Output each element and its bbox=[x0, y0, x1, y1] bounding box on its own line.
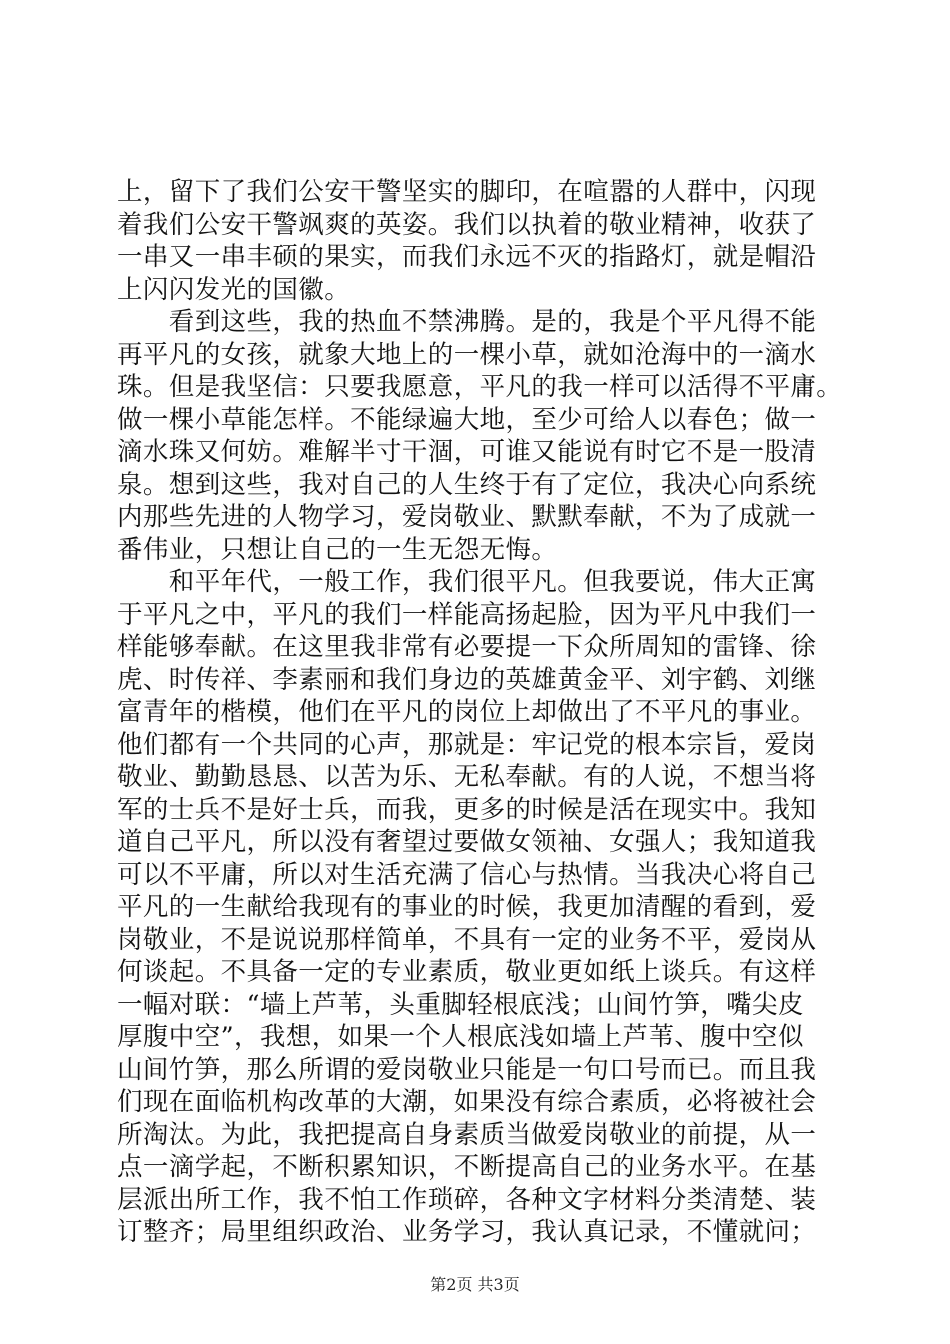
body-text bbox=[117, 176, 843, 1249]
text-line: 看到这些，我的热血不禁沸腾。是的，我是个平凡得不能 bbox=[117, 307, 817, 337]
text-line: 泉。想到这些，我对自己的人生终于有了定位，我决心向系统 bbox=[117, 469, 817, 500]
page-footer: 第2页 共3页 bbox=[430, 1275, 520, 1294]
text-line: 敬业、勤勤恳恳、以苦为乐、无私奉献。有的人说，不想当将 bbox=[117, 762, 817, 792]
text-line: 何谈起。不具备一定的专业素质，敬业更如纸上谈兵。有这样 bbox=[117, 957, 817, 987]
text-line: 样能够奉献。在这里我非常有必要提一下众所周知的雷锋、徐 bbox=[117, 632, 817, 662]
text-line: 可以不平庸，所以对生活充满了信心与热情。当我决心将自己 bbox=[117, 859, 817, 890]
text-line: 厚腹中空”，我想，如果一个人根底浅如墙上芦苇、腹中空似 bbox=[117, 1022, 804, 1052]
text-line: 滴水珠又何妨。难解半寸干涸，可谁又能说有时它不是一股清 bbox=[117, 437, 817, 467]
text-line: 上闪闪发光的国徽。 bbox=[117, 274, 351, 305]
text-line: 军的士兵不是好士兵，而我，更多的时候是活在现实中。我知 bbox=[117, 794, 817, 825]
text-line: 虎、时传祥、李素丽和我们身边的英雄黄金平、刘宇鹤、刘继 bbox=[117, 664, 817, 695]
text-line: 于平凡之中，平凡的我们一样能高扬起脸，因为平凡中我们一 bbox=[117, 599, 817, 630]
text-line: 所淘汰。为此，我把提高自身素质当做爱岗敬业的前提，从一 bbox=[117, 1119, 817, 1150]
text-line: 着我们公安干警飒爽的英姿。我们以执着的敬业精神，收获了 bbox=[117, 209, 817, 240]
text-line: 珠。但是我坚信：只要我愿意，平凡的我一样可以活得不平庸。 bbox=[117, 372, 843, 402]
text-line: 一串又一串丰硕的果实，而我们永远不灭的指路灯，就是帽沿 bbox=[117, 242, 817, 272]
text-line: 岗敬业，不是说说那样简单，不具有一定的业务不平，爱岗从 bbox=[117, 924, 817, 955]
text-line: 层派出所工作，我不怕工作琐碎，各种文字材料分类清楚、装 bbox=[117, 1184, 817, 1215]
text-line: 富青年的楷模，他们在平凡的岗位上却做出了不平凡的事业。 bbox=[117, 697, 817, 727]
text-line: 道自己平凡，所以没有奢望过要做女领袖、女强人；我知道我 bbox=[117, 827, 817, 857]
text-line: 内那些先进的人物学习，爱岗敬业、默默奉献，不为了成就一 bbox=[117, 502, 817, 532]
text-line: 点一滴学起，不断积累知识，不断提高自己的业务水平。在基 bbox=[117, 1152, 817, 1182]
text-line: 他们都有一个共同的心声，那就是：牢记党的根本宗旨，爱岗 bbox=[117, 729, 817, 760]
text-line: 再平凡的女孩，就象大地上的一棵小草，就如沧海中的一滴水 bbox=[117, 339, 817, 370]
text-line: 番伟业，只想让自己的一生无怨无悔。 bbox=[117, 534, 558, 565]
text-line: 和平年代，一般工作，我们很平凡。但我要说，伟大正寓 bbox=[117, 567, 817, 597]
text-line: 上，留下了我们公安干警坚实的脚印，在喧嚣的人群中，闪现 bbox=[117, 177, 817, 207]
text-line: 平凡的一生献给我现有的事业的时候，我更加清醒的看到，爱 bbox=[117, 892, 817, 922]
text-line: 订整齐；局里组织政治、业务学习，我认真记录，不懂就问； bbox=[117, 1217, 817, 1247]
text-line: 山间竹笋，那么所谓的爱岗敬业只能是一句口号而已。而且我 bbox=[117, 1054, 817, 1085]
text-line: 们现在面临机构改革的大潮，如果没有综合素质，必将被社会 bbox=[117, 1087, 817, 1117]
text-line: 一幅对联：“墙上芦苇，头重脚轻根底浅；山间竹笋，嘴尖皮 bbox=[117, 989, 804, 1020]
text-line: 做一棵小草能怎样。不能绿遍大地，至少可给人以春色；做一 bbox=[117, 404, 817, 435]
